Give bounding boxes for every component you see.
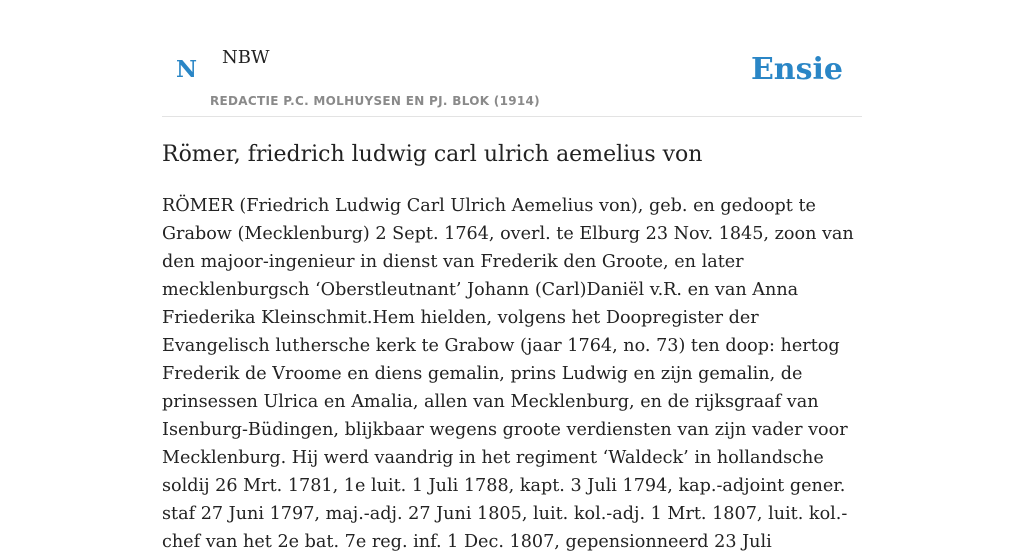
source-name[interactable]: NBW [222,47,270,68]
source-logo[interactable]: N [176,56,198,83]
source-editors: REDACTIE P.C. MOLHUYSEN EN PJ. BLOK (1914) [210,94,540,108]
brand-logo-link[interactable]: Ensie [750,52,843,87]
source-header [162,0,862,117]
article-body: RÖMER (Friedrich Ludwig Carl Ulrich Aemelius von), geb. en gedoopt te Grabow (Mecklenburg) 2 Sept. 1764, overl. te Elburg 23 Nov. 1845, zoon van den majoor-ingenieur in dienst van Frederik den Groote, en later mecklenburgsch ‘Oberstleutnant’ Johann (Carl)Daniël v.R. en van Anna Friederika Kleinschmit.Hem hielden, volgens het Doopregister der Evangelisch luthersche kerk te Grabow (jaar 1764, no. 73) ten doop: hertog Frederik de Vroome en diens gemalin, prins Ludwig en zijn gemalin, de prinsessen Ulrica en Amalia, allen van Mecklenburg, en de rijksgraaf van Isenburg-Büdingen, blijkbaar wegens groote verdiensten van zijn vader voor Mecklenburg. Hij werd vaandrig in het regiment ‘Waldeck’ in hollandsche soldij 26 Mrt. 1781, 1e luit. 1 Juli 1788, kapt. 3 Juli 1794, kap.-adjoint gener. staf 27 Juni 1797, maj.-adj. 27 Juni 1805, luit. kol.-adj. 1 Mrt. 1807, luit. kol.-chef van het 2e bat. 7e reg. inf. 1 Dec. 1807, gepensionneerd 23 Juli [162,196,854,552]
article-title: Römer, friedrich ludwig carl ulrich aemelius von [162,142,703,167]
